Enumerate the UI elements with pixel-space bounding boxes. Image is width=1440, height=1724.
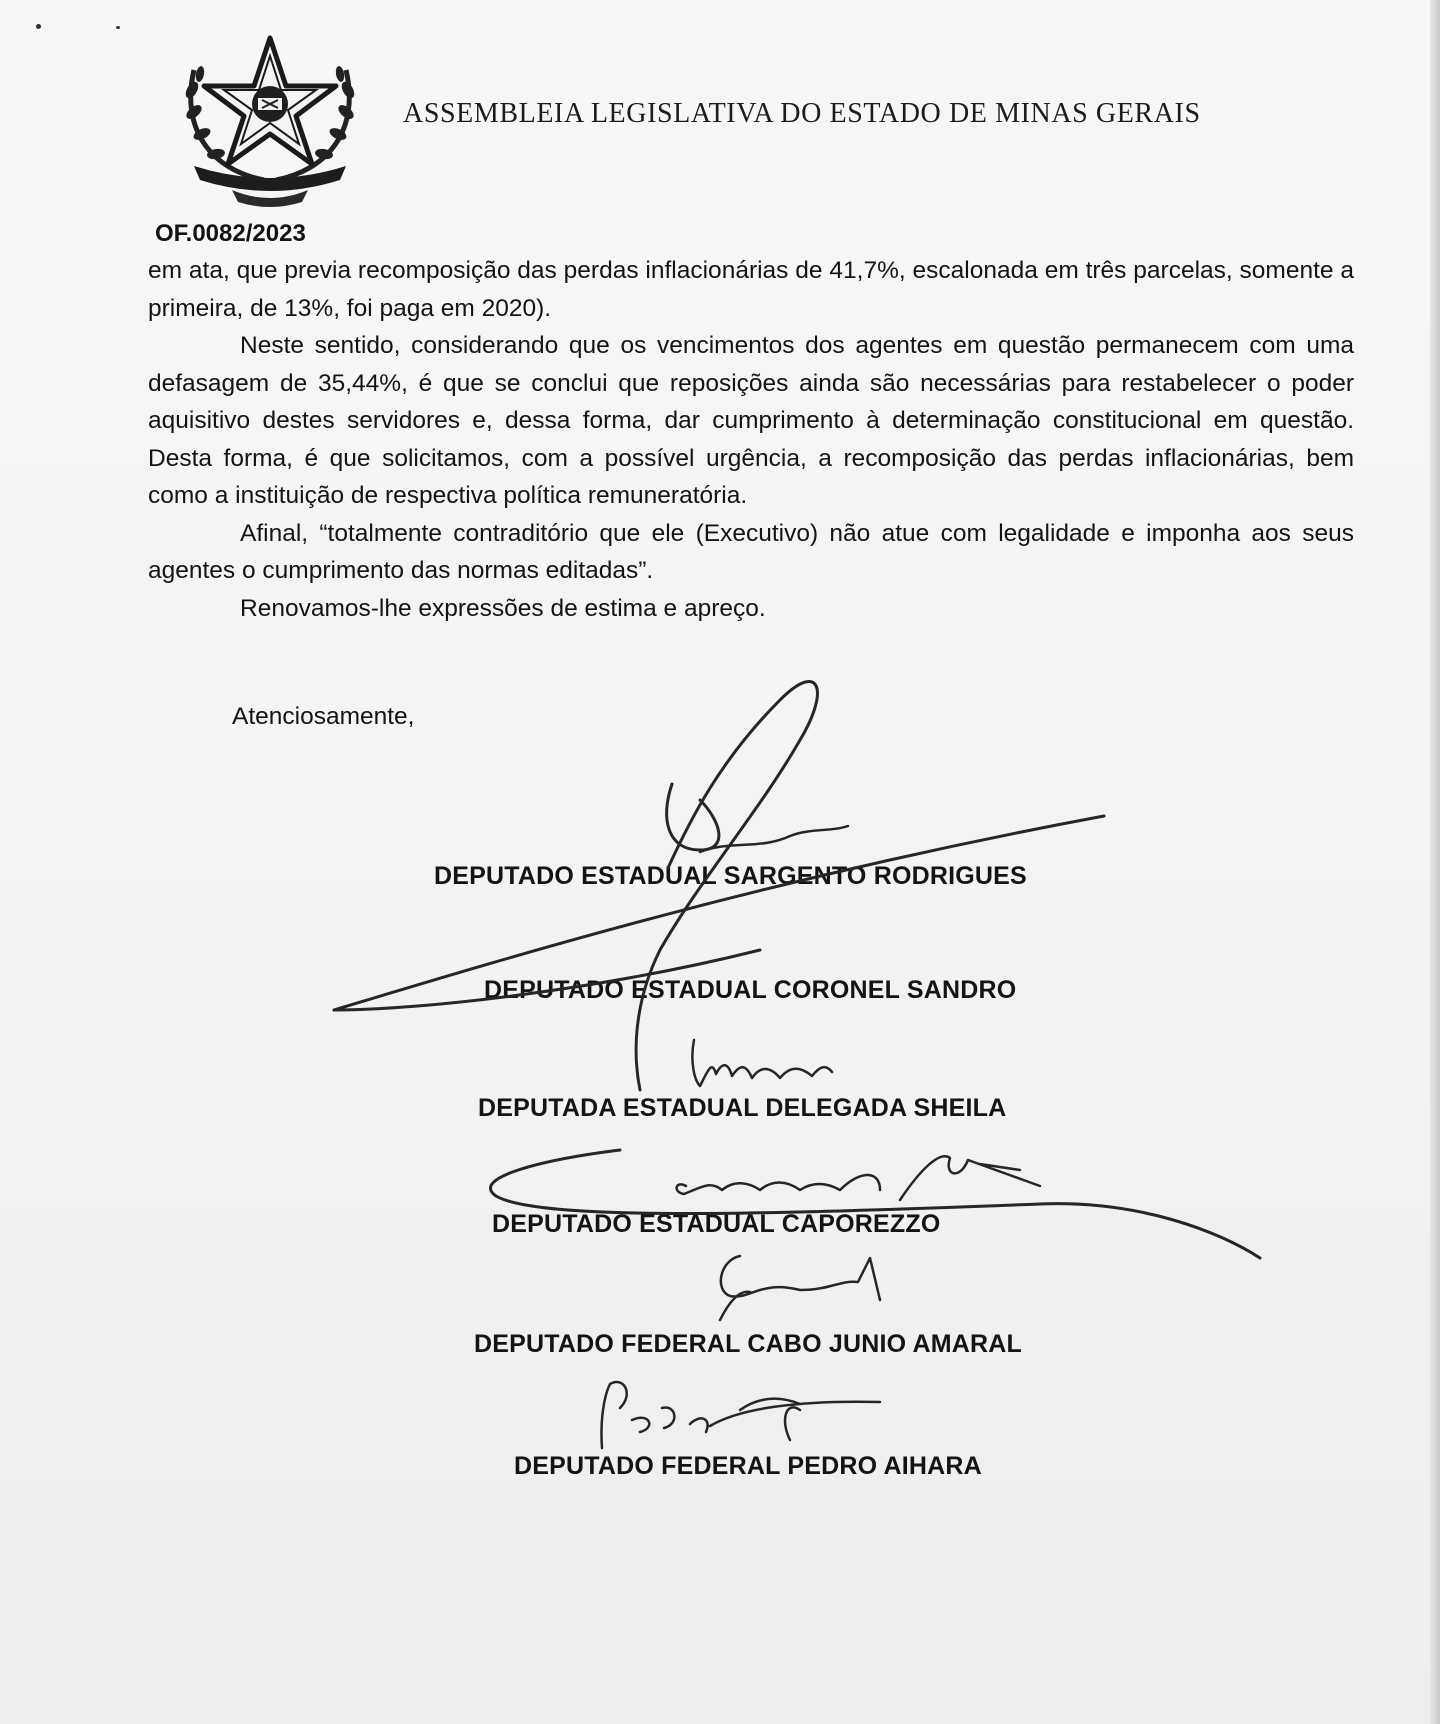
letter-body <box>148 252 1354 627</box>
dust-speck <box>116 26 120 29</box>
document-number: OF.0082/2023 <box>155 220 306 247</box>
signature-coronel-sandro <box>692 1040 832 1086</box>
paragraph: Neste sentido, considerando que os vencimentos dos agentes em questão permanecem com uma defasagem de 35,44%, é que se conclui que reposições ainda são necessárias para restabelecer o poder aquisitivo destes servidores e, dessa forma, dar cumprimento à determinação constitucional em questão. Desta forma, é que solicitamos, com a possível urgência, a recomposição das perdas inflacionárias, bem como a instituição de respectiva política remuneratória. <box>148 332 1354 509</box>
signatory-name: DEPUTADO FEDERAL PEDRO AIHARA <box>514 1452 982 1480</box>
paragraph: em ata, que previa recomposição das perdas inflacionárias de 41,7%, escalonada em três parcelas, somente a primeira, de 13%, foi paga em 2020). <box>148 257 1354 322</box>
paragraph: Afinal, “totalmente contraditório que ele (Executivo) não atue com legalidade e imponha aos seus agentes o cumprimento das normas editadas”. <box>148 519 1354 584</box>
signature-caporezzo <box>677 1156 1040 1200</box>
paragraph: Renovamos-lhe expressões de estima e apreço. <box>240 594 766 622</box>
signatory-name: DEPUTADO ESTADUAL CAPOREZZO <box>492 1210 941 1238</box>
state-seal-emblem <box>172 30 368 210</box>
signatory-name: DEPUTADO ESTADUAL CORONEL SANDRO <box>484 976 1017 1004</box>
page-edge-shadow <box>1430 0 1440 1724</box>
signatory-name: DEPUTADO FEDERAL CABO JUNIO AMARAL <box>474 1330 1023 1358</box>
signatory-name: DEPUTADO ESTADUAL SARGENTO RODRIGUES <box>434 862 1027 890</box>
signatory-name: DEPUTADA ESTADUAL DELEGADA SHEILA <box>478 1094 1007 1122</box>
dust-speck <box>36 24 41 29</box>
organization-title: ASSEMBLEIA LEGISLATIVA DO ESTADO DE MINAS GERAIS <box>403 98 1201 129</box>
signature-delegada-sheila <box>490 1150 1260 1258</box>
closing-salutation: Atenciosamente, <box>232 703 415 730</box>
signature-cabo-junio-amaral <box>720 1256 880 1320</box>
signature-pedro-aihara <box>601 1382 880 1448</box>
